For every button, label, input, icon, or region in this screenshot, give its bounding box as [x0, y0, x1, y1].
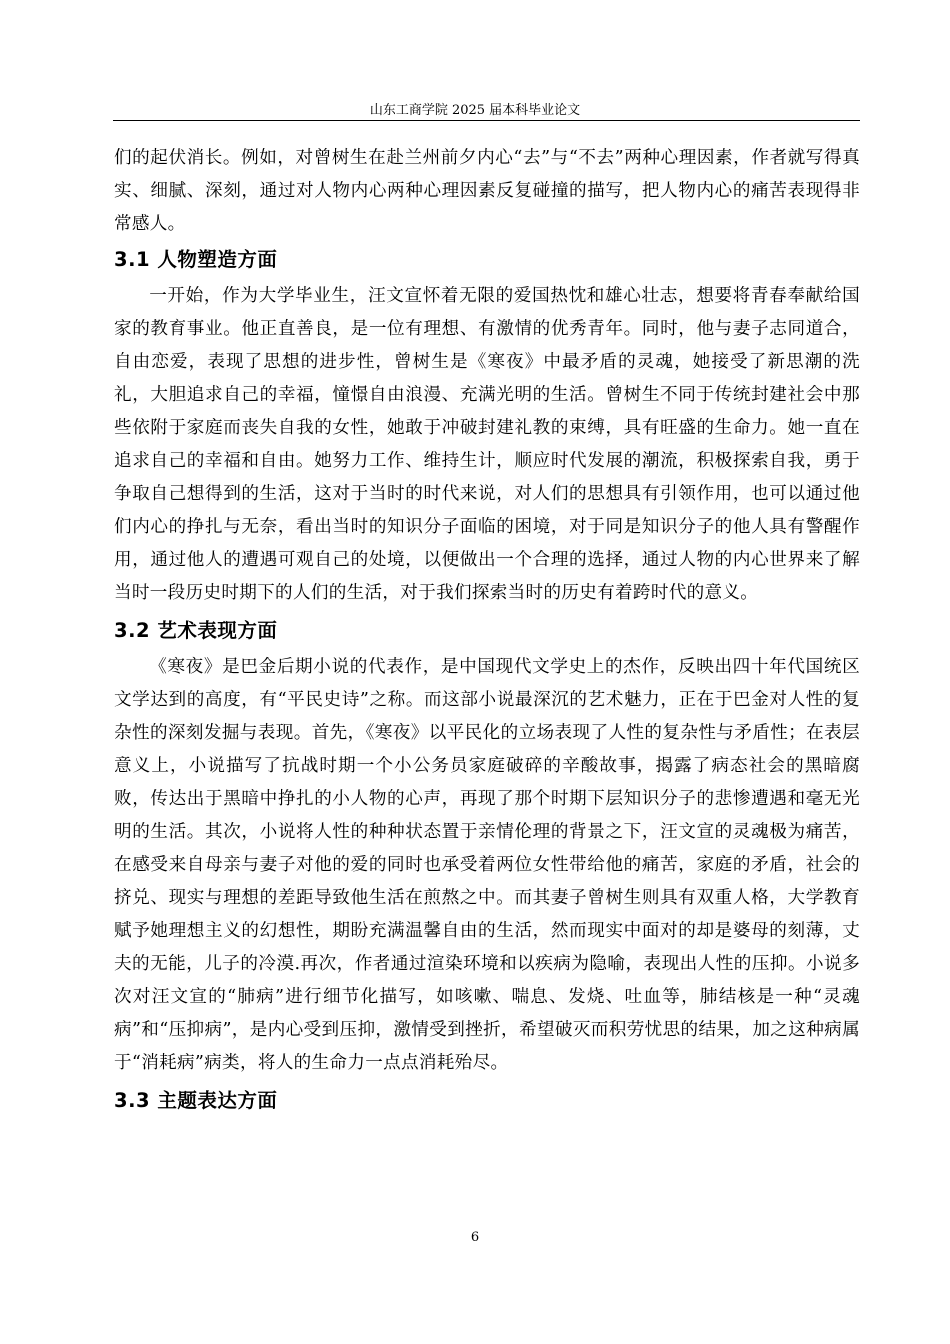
section-heading-3-1: 3.1 人物塑造方面: [114, 248, 278, 271]
section-3-1-paragraph: 一开始，作为大学毕业生，汪文宣怀着无限的爱国热忱和雄心壮志，想要将青春奉献给国家的教育事业。他正直善良，是一位有理想、有激情的优秀青年。同时，他与妻子志同道合，自由恋爱，表现了思想的进步性，曾树生是《寒夜》中最矛盾的灵魂，她接受了新思潮的洗礼，大胆追求自己的幸福，憧憬自由浪漫、充满光明的生活。曾树生不同于传统封建社会中那些依附于家庭而丧失自我的女性，她敢于冲破封建礼教的束缚，具有旺盛的生命力。她一直在追求自己的幸福和自由。她努力工作、维持生计，顺应时代发展的潮流，积极探索自我，勇于争取自己想得到的生活，这对于当时的时代来说，对人们的思想具有引领作用，也可以通过他们内心的挣扎与无奈，看出当时的知识分子面临的困境，对于同是知识分子的他人具有警醒作用，通过他人的遭遇可观自己的处境，以便做出一个合理的选择，通过人物的内心世界来了解当时一段历史时期下的人们的生活，对于我们探索当时的历史有着跨时代的意义。: [114, 286, 860, 603]
section-3-2-paragraph: 《寒夜》是巴金后期小说的代表作，是中国现代文学史上的杰作，反映出四十年代国统区文学达到的高度，有“平民史诗”之称。而这部小说最深沉的艺术魅力，正在于巴金对人性的复杂性的深刻发掘与表现。首先，《寒夜》以平民化的立场表现了人性的复杂性与矛盾性；在表层意义上，小说描写了抗战时期一个小公务员家庭破碎的辛酸故事，揭露了病态社会的黑暗腐败，传达出于黑暗中挣扎的小人物的心声，再现了那个时期下层知识分子的悲惨遭遇和毫无光明的生活。其次，小说将人性的种种状态置于亲情伦理的背景之下，汪文宣的灵魂极为痛苦，在感受来自母亲与妻子对他的爱的同时也承受着两位女性带给他的痛苦，家庭的矛盾，社会的挤兑、现实与理想的差距导致他生活在煎熬之中。而其妻子曾树生则具有双重人格，大学教育赋予她理想主义的幻想性，期盼充满温馨自由的生活，然而现实中面对的却是婆母的刻薄，丈夫的无能，儿子的冷漠.再次，作者通过渲染环境和以疾病为隐喻，表现出人性的压抑。小说多次对汪文宣的“肺病”进行细节化描写，如咳嗽、喘息、发烧、吐血等，肺结核是一种“灵魂病”和“压抑病”，是内心受到压抑，激情受到挫折，希望破灭而积劳忧思的结果，加之这种病属于“消耗病”病类，将人的生命力一点点消耗殆尽。: [114, 657, 860, 1073]
header-divider: [113, 120, 860, 121]
page-number: 6: [470, 1230, 480, 1245]
section-heading-3-3: 3.3 主题表达方面: [114, 1089, 278, 1112]
running-header: 山东工商学院 2025 届本科毕业论文: [369, 103, 581, 118]
section-heading-3-2: 3.2 艺术表现方面: [114, 619, 278, 642]
intro-paragraph: 们的起伏消长。例如，对曾树生在赴兰州前夕内心“去”与“不去”两种心理因素，作者就写得真实、细腻、深刻，通过对人物内心两种心理因素反复碰撞的描写，把人物内心的痛苦表现得非常感人。: [114, 148, 860, 234]
page-body: [114, 142, 860, 1113]
